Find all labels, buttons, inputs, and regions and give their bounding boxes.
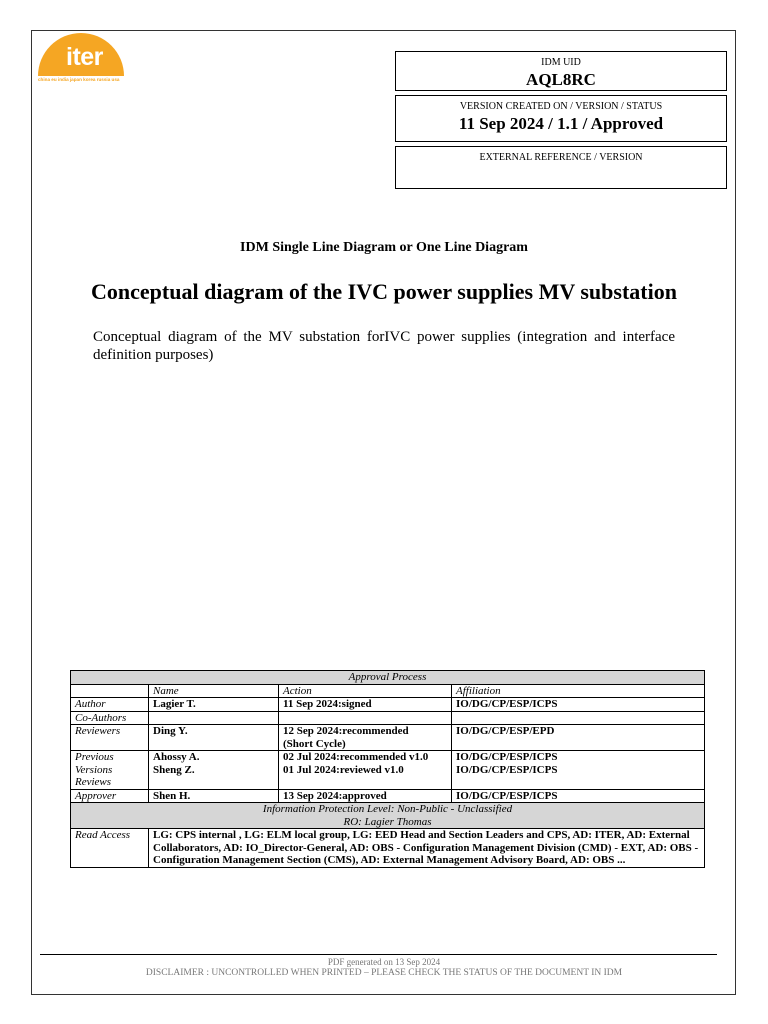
- approver-role: Approver: [71, 789, 149, 803]
- author-role: Author: [71, 698, 149, 712]
- previous-role-line1: Previous: [75, 751, 114, 763]
- previous-affiliations: [452, 751, 705, 790]
- reviewers-role: Reviewers: [71, 725, 149, 751]
- table-row-author: [71, 698, 705, 712]
- approval-table: [70, 670, 705, 868]
- table-row-approver: [71, 789, 705, 803]
- table-row-coauthors: [71, 711, 705, 725]
- document-type: IDM Single Line Diagram or One Line Diagram: [240, 240, 528, 255]
- reviewers-action-line1: 12 Sep 2024:recommended: [283, 725, 409, 737]
- logo-tagline: china eu india japan korea russia usa: [38, 77, 120, 82]
- coauthors-role: Co-Authors: [71, 711, 149, 725]
- approval-header: Approval Process: [71, 671, 705, 685]
- version-label: VERSION CREATED ON / VERSION / STATUS: [459, 101, 663, 112]
- column-header-action: Action: [279, 684, 452, 698]
- column-header-name: Name: [149, 684, 279, 698]
- previous-action-1: 02 Jul 2024:recommended v1.0: [283, 751, 429, 763]
- idm-uid-box: [395, 51, 727, 91]
- approver-affiliation: IO/DG/CP/ESP/ICPS: [452, 789, 705, 803]
- responsible-officer: RO: Lagier Thomas: [343, 815, 432, 828]
- table-row-reviewers: [71, 725, 705, 751]
- reviewers-affiliation: IO/DG/CP/ESP/EPD: [452, 725, 705, 751]
- table-row-previous-reviews: [71, 751, 705, 790]
- version-box: [395, 95, 727, 142]
- previous-names: [149, 751, 279, 790]
- footer-generated: PDF generated on 13 Sep 2024: [327, 957, 441, 967]
- protection-level: [71, 803, 705, 829]
- coauthors-affiliation: [452, 711, 705, 725]
- reviewers-action: [279, 725, 452, 751]
- previous-role-line3: Reviews: [75, 776, 112, 788]
- previous-role-line2: Versions: [75, 763, 113, 776]
- previous-actions: [279, 751, 452, 790]
- coauthors-name: [149, 711, 279, 725]
- logo-word: iter: [66, 43, 103, 71]
- document-title: Conceptual diagram of the IVC power supplies MV substation: [91, 279, 677, 304]
- author-affiliation: IO/DG/CP/ESP/ICPS: [452, 698, 705, 712]
- read-access-label: Read Access: [71, 829, 149, 868]
- author-action: 11 Sep 2024:signed: [279, 698, 452, 712]
- previous-affiliation-1: IO/DG/CP/ESP/ICPS: [456, 751, 558, 763]
- previous-affiliation-2: IO/DG/CP/ESP/ICPS: [456, 763, 558, 776]
- iter-logo: [36, 32, 156, 84]
- column-header-affiliation: Affiliation: [452, 684, 705, 698]
- reviewers-action-line2: (Short Cycle): [283, 737, 346, 750]
- reviewers-name: Ding Y.: [149, 725, 279, 751]
- table-row-read-access: [71, 829, 705, 868]
- author-name: Lagier T.: [149, 698, 279, 712]
- protection-level-text: Information Protection Level: Non-Public - Unclassified: [262, 803, 513, 815]
- column-header-role: [71, 684, 149, 698]
- idm-uid-label: IDM UID: [541, 57, 581, 68]
- previous-name-2: Sheng Z.: [153, 763, 195, 776]
- footer-disclaimer: DISCLAIMER : UNCONTROLLED WHEN PRINTED – PLEASE CHECK THE STATUS OF THE DOCUMENT IN IDM: [145, 968, 623, 978]
- read-access-value: LG: CPS internal , LG: ELM local group, LG: EED Head and Section Leaders and CPS, AD: ITER, AD: External Collaborators, AD: IO_Director-General, AD: OBS - Configuration Management Division (CMD) - EXT, AD: OBS - Configuration Management Section (CMS), AD: External Management Advisory Board, AD: OBS ...: [149, 829, 705, 868]
- approver-action: 13 Sep 2024:approved: [279, 789, 452, 803]
- previous-name-1: Ahossy A.: [153, 751, 200, 763]
- idm-uid-value: AQL8RC: [526, 70, 596, 89]
- document-description: Conceptual diagram of the MV substation forIVC power supplies (integration and interface definition purposes): [93, 329, 675, 363]
- approver-name: Shen H.: [149, 789, 279, 803]
- coauthors-action: [279, 711, 452, 725]
- version-value: 11 Sep 2024 / 1.1 / Approved: [458, 114, 664, 133]
- previous-action-2: 01 Jul 2024:reviewed v1.0: [283, 763, 404, 776]
- external-reference-box: [395, 146, 727, 189]
- previous-role: [71, 751, 149, 790]
- external-reference-label: EXTERNAL REFERENCE / VERSION: [479, 152, 643, 163]
- footer-divider: [40, 954, 717, 955]
